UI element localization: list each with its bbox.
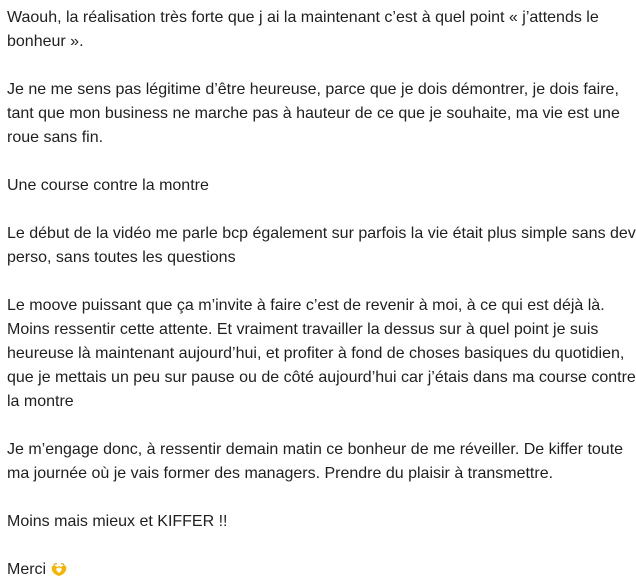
heart-hands-icon: [50, 561, 68, 577]
message-paragraph-5: Le moove puissant que ça m’invite à faire c’est de revenir à moi, à ce qui est déjà là. Moins ressentir cette attente. Et vraiment travailler la dessus sur à quel point je suis heureuse là maintenant aujourd’hui, et profiter à fond de choses basiques du quotidien, que je mettais un peu sur pause ou de côté aujourd’hui car j’étais dans ma course contre la montre: [7, 297, 636, 410]
message-paragraph-6: Je m’engage donc, à ressentir demain matin ce bonheur de me réveiller. De kiffer toute ma journée où je vais former des managers. Prendre du plaisir à transmettre.: [7, 441, 624, 482]
closing-text: Merci: [7, 561, 47, 578]
message-paragraph-7: Moins mais mieux et KIFFER !!: [7, 513, 228, 530]
message-paragraph-3: Une course contre la montre: [7, 177, 209, 194]
message-paragraph-4: Le début de la vidéo me parle bcp également sur parfois la vie était plus simple sans dev perso, sans toutes les questions: [7, 225, 636, 266]
message-paragraph-2: Je ne me sens pas légitime d’être heureuse, parce que je dois démontrer, je dois faire, tant que mon business ne marche pas à hauteur de ce que je souhaite, ma vie est une roue sans fin.: [7, 81, 620, 146]
message-paragraph-1: Waouh, la réalisation très forte que j ai la maintenant c’est à quel point « j’attends le bonheur ».: [7, 9, 599, 50]
message-closing: [7, 558, 636, 582]
